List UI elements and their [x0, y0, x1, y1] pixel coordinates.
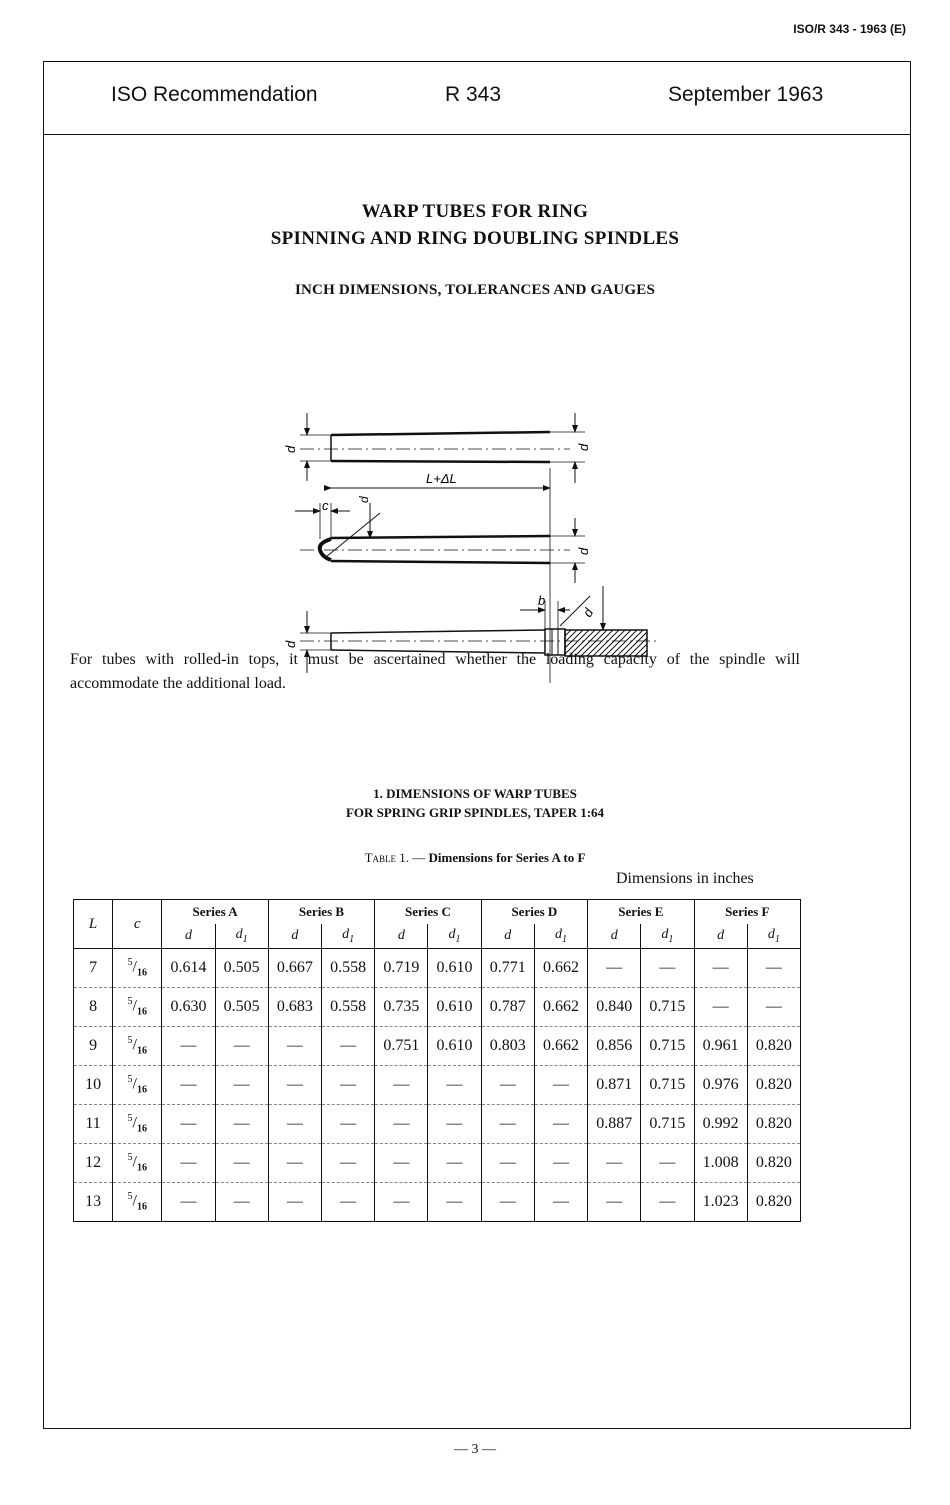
- table-body: [74, 949, 801, 1222]
- cell-d1: —: [747, 949, 800, 988]
- label-b: b: [538, 593, 546, 608]
- subheader-d: d: [162, 924, 215, 949]
- cell-d: —: [481, 1183, 534, 1222]
- cell-d1: 0.662: [534, 1027, 587, 1066]
- cell-d: —: [694, 949, 747, 988]
- label-d-top: d: [576, 443, 591, 451]
- subheader-d: d: [588, 924, 641, 949]
- col-header-series-b: Series B: [268, 900, 374, 925]
- cell-d: 0.614: [162, 949, 215, 988]
- cell-d: 0.856: [588, 1027, 641, 1066]
- cell-d: 0.787: [481, 988, 534, 1027]
- cell-d1: 0.558: [322, 988, 375, 1027]
- subheader-d: d: [268, 924, 321, 949]
- cell-d: —: [481, 1066, 534, 1105]
- page-frame: [43, 61, 911, 1429]
- cell-d: —: [588, 1183, 641, 1222]
- cell-d1: 0.505: [215, 988, 268, 1027]
- cell-d: 0.803: [481, 1027, 534, 1066]
- document-reference: ISO/R 343 - 1963 (E): [793, 22, 906, 36]
- page-subtitle: INCH DIMENSIONS, TOLERANCES AND GAUGES: [294, 282, 656, 298]
- cell-length: 11: [74, 1105, 113, 1144]
- subheader-d1: $d_1$: [747, 924, 800, 949]
- cell-d: —: [268, 1027, 321, 1066]
- cell-d: —: [162, 1105, 215, 1144]
- cell-d: —: [375, 1144, 428, 1183]
- col-header-c: c: [113, 900, 162, 949]
- cell-d: —: [268, 1144, 321, 1183]
- label-d1-bottom: d: [283, 640, 298, 648]
- cell-d: —: [588, 949, 641, 988]
- table-row: [74, 988, 801, 1027]
- cell-d: —: [162, 1144, 215, 1183]
- table-row: [74, 1183, 801, 1222]
- cell-d1: —: [215, 1183, 268, 1222]
- cell-d: —: [162, 1183, 215, 1222]
- cell-d1: 0.820: [747, 1027, 800, 1066]
- cell-d: 0.719: [375, 949, 428, 988]
- cell-d1: 0.820: [747, 1066, 800, 1105]
- cell-c-fraction: $^5/_{16}$: [113, 1183, 162, 1222]
- subheader-d1: $d_1$: [215, 924, 268, 949]
- table-row: [74, 1066, 801, 1105]
- cell-d1: 0.610: [428, 1027, 481, 1066]
- col-header-series-f: Series F: [694, 900, 800, 925]
- cell-d1: —: [747, 988, 800, 1027]
- table-caption-text: Dimensions for Series A to F: [428, 850, 586, 865]
- cell-d1: —: [534, 1066, 587, 1105]
- cell-length: 9: [74, 1027, 113, 1066]
- cell-d: —: [375, 1066, 428, 1105]
- col-header-L: L: [74, 900, 113, 949]
- label-d-gauge: d: [579, 605, 597, 620]
- cell-d1: —: [428, 1144, 481, 1183]
- cell-length: 10: [74, 1066, 113, 1105]
- subheader-d1: $d_1$: [428, 924, 481, 949]
- cell-d1: —: [322, 1144, 375, 1183]
- subheader-d1: $d_1$: [534, 924, 587, 949]
- cell-d: —: [481, 1144, 534, 1183]
- table-row: [74, 1027, 801, 1066]
- cell-d: 0.992: [694, 1105, 747, 1144]
- cell-d: 0.630: [162, 988, 215, 1027]
- cell-d1: 0.715: [641, 1105, 694, 1144]
- dimensions-note: Dimensions in inches: [616, 870, 754, 887]
- cell-c-fraction: $^5/_{16}$: [113, 1027, 162, 1066]
- cell-d: 0.771: [481, 949, 534, 988]
- cell-d1: —: [641, 1144, 694, 1183]
- subheader-d1: $d_1$: [322, 924, 375, 949]
- cell-d1: 0.610: [428, 949, 481, 988]
- col-header-series-e: Series E: [588, 900, 694, 925]
- tube-2: [295, 503, 585, 583]
- title-line-2: SPINNING AND RING DOUBLING SPINDLES: [270, 228, 680, 249]
- table-row: [74, 949, 801, 988]
- cell-d1: 0.715: [641, 1027, 694, 1066]
- cell-c-fraction: $^5/_{16}$: [113, 1144, 162, 1183]
- cell-length: 13: [74, 1183, 113, 1222]
- table-row: [74, 1144, 801, 1183]
- col-header-series-a: Series A: [162, 900, 268, 925]
- table-caption-prefix: Table 1. —: [364, 850, 426, 865]
- col-header-series-c: Series C: [375, 900, 481, 925]
- cell-d: —: [268, 1066, 321, 1105]
- cell-length: 12: [74, 1144, 113, 1183]
- cell-d1: —: [534, 1183, 587, 1222]
- cell-d: —: [588, 1144, 641, 1183]
- cell-d1: —: [428, 1183, 481, 1222]
- cell-d: 0.976: [694, 1066, 747, 1105]
- cell-d: —: [268, 1183, 321, 1222]
- cell-d1: 0.820: [747, 1183, 800, 1222]
- page-number: — 3 —: [454, 1442, 496, 1457]
- cell-d1: —: [215, 1144, 268, 1183]
- cell-c-fraction: $^5/_{16}$: [113, 1105, 162, 1144]
- cell-d1: 0.715: [641, 1066, 694, 1105]
- cell-d: 0.887: [588, 1105, 641, 1144]
- label-d1-top: d: [283, 445, 298, 453]
- cell-d1: —: [428, 1105, 481, 1144]
- cell-d: 0.735: [375, 988, 428, 1027]
- cell-d1: 0.662: [534, 988, 587, 1027]
- cell-d: 0.961: [694, 1027, 747, 1066]
- cell-d: 0.871: [588, 1066, 641, 1105]
- label-length: L+ΔL: [426, 471, 457, 486]
- table-header-row: [74, 900, 801, 925]
- cell-d1: 0.820: [747, 1105, 800, 1144]
- dimensions-table: [73, 899, 801, 1222]
- warp-tube-diagram: [240, 343, 680, 683]
- cell-d: —: [162, 1027, 215, 1066]
- cell-d1: —: [534, 1144, 587, 1183]
- cell-c-fraction: $^5/_{16}$: [113, 988, 162, 1027]
- cell-c-fraction: $^5/_{16}$: [113, 949, 162, 988]
- cell-d1: 0.558: [322, 949, 375, 988]
- label-d-inner: d: [357, 496, 371, 503]
- header-number: R 343: [445, 83, 502, 106]
- cell-d1: 0.610: [428, 988, 481, 1027]
- cell-d: —: [481, 1105, 534, 1144]
- cell-d: —: [694, 988, 747, 1027]
- section-title-line-1: 1. DIMENSIONS OF WARP TUBES: [373, 786, 577, 801]
- tube-1: [300, 413, 585, 683]
- cell-d: 0.840: [588, 988, 641, 1027]
- cell-d1: —: [641, 1183, 694, 1222]
- note-paragraph: For tubes with rolled-in tops, it must be ascertained whether the loading capacity of the spindle will accommodate the additional load.: [70, 651, 800, 692]
- header-date: September 1963: [668, 83, 824, 106]
- cell-d: —: [375, 1105, 428, 1144]
- cell-d1: —: [215, 1105, 268, 1144]
- cell-d1: —: [322, 1066, 375, 1105]
- cell-d1: 0.820: [747, 1144, 800, 1183]
- cell-d1: —: [534, 1105, 587, 1144]
- table-row: [74, 1105, 801, 1144]
- cell-d1: —: [322, 1105, 375, 1144]
- subheader-d1: $d_1$: [641, 924, 694, 949]
- title-line-1: WARP TUBES FOR RING: [361, 201, 589, 222]
- page-title: [0, 198, 950, 252]
- cell-d1: —: [322, 1183, 375, 1222]
- table-subheader-row: [74, 924, 801, 949]
- label-d-mid: d: [576, 547, 591, 555]
- cell-d1: 0.505: [215, 949, 268, 988]
- col-header-series-d: Series D: [481, 900, 587, 925]
- cell-d: —: [375, 1183, 428, 1222]
- subheader-d: d: [481, 924, 534, 949]
- subheader-d: d: [694, 924, 747, 949]
- cell-d: 1.008: [694, 1144, 747, 1183]
- cell-d: 1.023: [694, 1183, 747, 1222]
- cell-d: 0.683: [268, 988, 321, 1027]
- cell-d: 0.751: [375, 1027, 428, 1066]
- cell-d: 0.667: [268, 949, 321, 988]
- table-caption: [0, 850, 950, 866]
- header-divider: [44, 134, 910, 135]
- cell-d1: 0.715: [641, 988, 694, 1027]
- label-c: c: [322, 498, 329, 513]
- cell-d1: 0.662: [534, 949, 587, 988]
- cell-length: 7: [89, 959, 98, 976]
- cell-d1: —: [322, 1027, 375, 1066]
- section-title: [0, 784, 950, 822]
- header-recommendation: ISO Recommendation: [111, 83, 318, 106]
- cell-length: 8: [74, 988, 113, 1027]
- cell-d: —: [268, 1105, 321, 1144]
- cell-d1: —: [215, 1066, 268, 1105]
- cell-d: —: [162, 1066, 215, 1105]
- cell-d1: —: [215, 1027, 268, 1066]
- section-title-line-2: FOR SPRING GRIP SPINDLES, TAPER 1:64: [345, 805, 605, 820]
- cell-d1: —: [428, 1066, 481, 1105]
- cell-d1: —: [641, 949, 694, 988]
- subheader-d: d: [375, 924, 428, 949]
- cell-c-fraction: $^5/_{16}$: [113, 1066, 162, 1105]
